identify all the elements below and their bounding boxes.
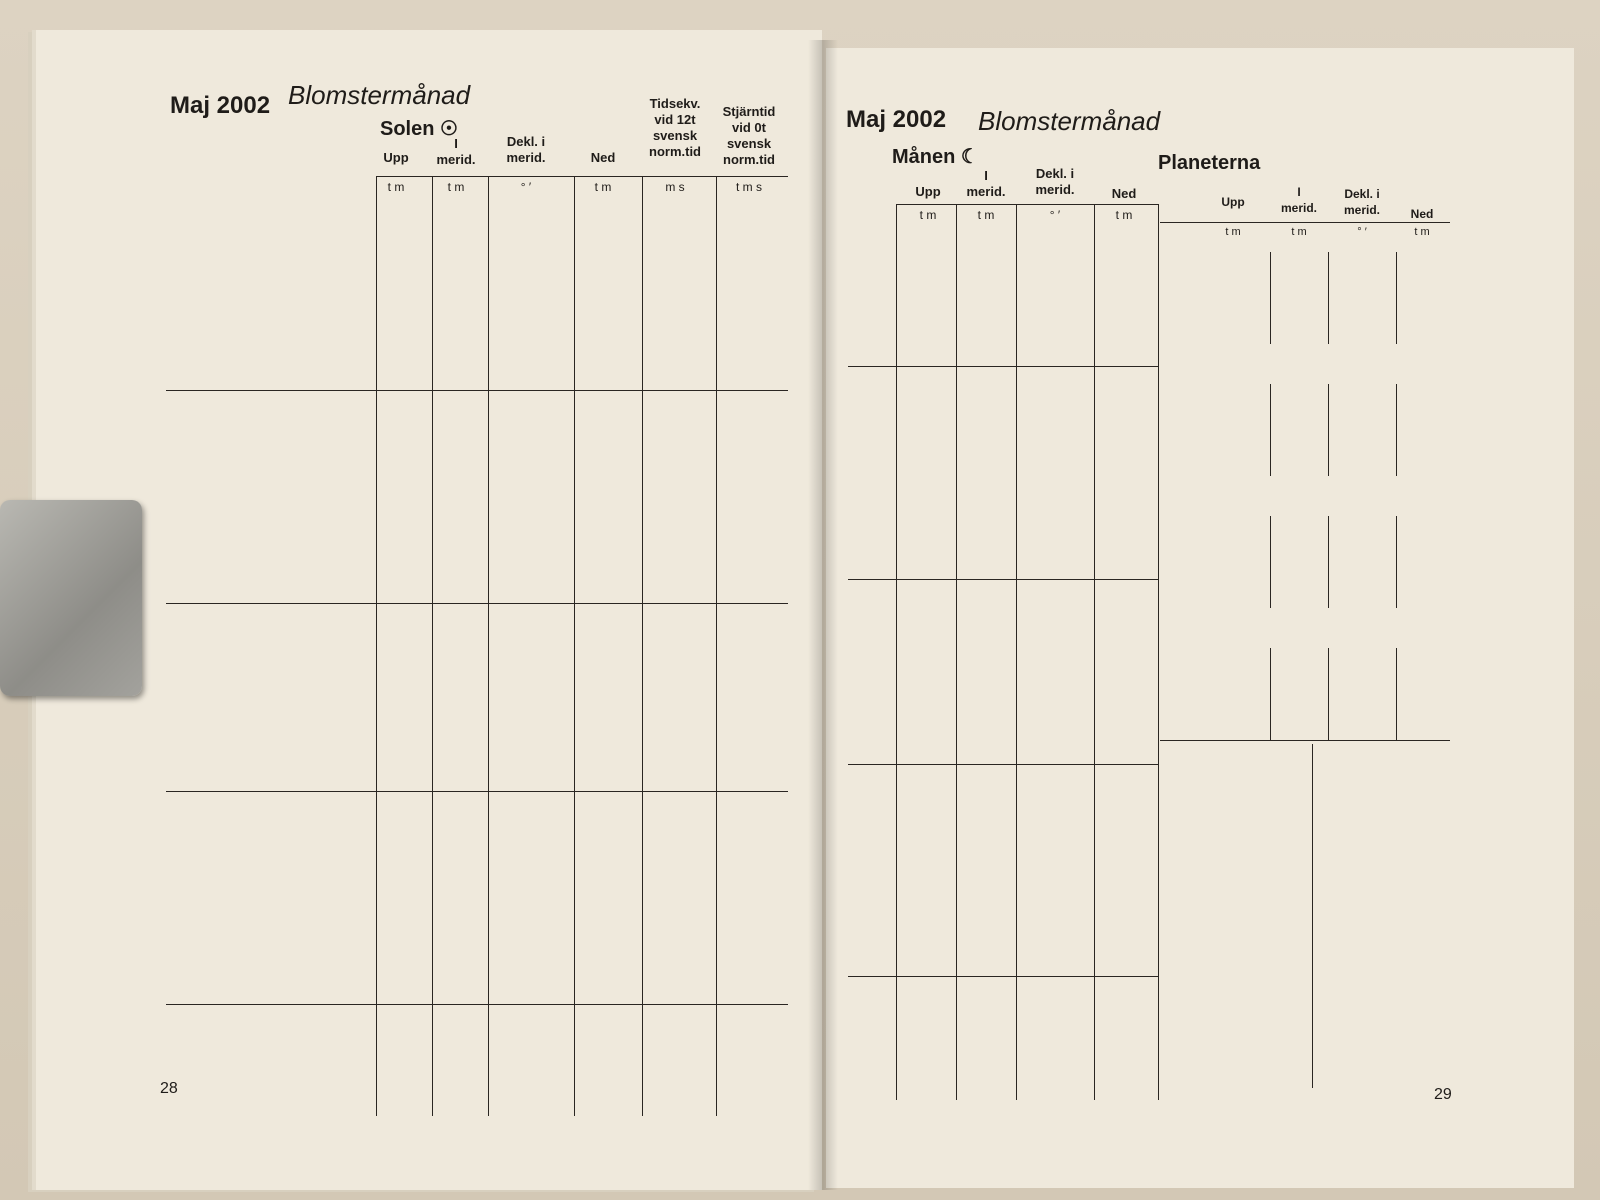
moon-col-unit: t m (919, 208, 937, 222)
sun-col-divider (716, 176, 717, 1116)
sun-col-header: Dekl. i merid. (506, 134, 546, 165)
moon-section-title: Månen ☾ (892, 146, 979, 168)
sun-col-header: Tidsekv. vid 12t svensk norm.tid (649, 96, 701, 159)
sun-col-header: I merid. (436, 136, 476, 167)
moon-week-divider (848, 764, 1158, 765)
moon-col-divider (896, 204, 897, 1100)
moon-col-header: Upp (915, 184, 941, 199)
planet-col-header: I merid. (1280, 185, 1317, 215)
planet-col-header: Upp (1221, 195, 1245, 209)
planet-col-header: Ned (1410, 207, 1434, 221)
planet-header-rule (1160, 222, 1450, 223)
planet-table-bottom-rule (1160, 740, 1450, 741)
planet-col-divider (1396, 384, 1397, 476)
planet-col-divider (1328, 252, 1329, 344)
week-divider (166, 603, 788, 604)
page-number-right: 29 (1434, 1086, 1452, 1103)
sun-col-header: Stjärntid vid 0t svensk norm.tid (722, 104, 776, 167)
moon-header-rule (896, 204, 1158, 205)
sun-col-unit: ° ′ (520, 180, 532, 194)
moon-col-unit: t m (977, 208, 995, 222)
planet-col-divider (1396, 516, 1397, 608)
sun-col-divider (574, 176, 575, 1116)
sun-col-unit: t m s (736, 180, 762, 194)
sun-col-unit: m s (665, 180, 685, 194)
sun-col-divider (432, 176, 433, 1116)
planet-col-divider (1328, 648, 1329, 740)
left-page (36, 30, 822, 1190)
moon-col-header: I merid. (966, 168, 1006, 199)
moon-col-header: Ned (1111, 186, 1137, 201)
sun-col-divider (376, 176, 377, 1116)
week-divider (166, 1004, 788, 1005)
week-divider (166, 791, 788, 792)
planet-col-unit: t m (1414, 226, 1430, 238)
planet-col-divider (1328, 384, 1329, 476)
planet-col-divider (1328, 516, 1329, 608)
planet-col-unit: t m (1291, 226, 1307, 238)
page-number-left: 28 (160, 1080, 178, 1097)
sun-col-unit: t m (594, 180, 612, 194)
metal-weight-clip (0, 500, 142, 696)
page-subtitle-right: Blomstermånad (978, 106, 1161, 136)
page-subtitle-left: Blomstermånad (288, 80, 471, 110)
planets-section-title: Planeterna (1158, 152, 1261, 174)
moon-col-header: Dekl. i merid. (1035, 166, 1075, 197)
sun-col-divider (488, 176, 489, 1116)
planet-col-divider (1270, 516, 1271, 608)
sun-col-unit: t m (387, 180, 405, 194)
planet-col-divider (1270, 648, 1271, 740)
planet-col-header: Dekl. i merid. (1343, 187, 1380, 217)
moon-col-divider (1094, 204, 1095, 1100)
moon-col-divider (1016, 204, 1017, 1100)
moon-col-unit: ° ′ (1049, 208, 1061, 222)
moon-week-divider (848, 976, 1158, 977)
moon-col-unit: t m (1115, 208, 1133, 222)
events-divider (1312, 744, 1313, 1088)
moon-week-divider (848, 579, 1158, 580)
book-gutter (808, 40, 838, 1190)
sun-col-divider (642, 176, 643, 1116)
planet-col-divider (1396, 648, 1397, 740)
page-title-right: Maj 2002 (846, 106, 947, 133)
moon-col-divider (1158, 204, 1159, 1100)
moon-col-divider (956, 204, 957, 1100)
sun-col-header: Ned (590, 150, 616, 165)
planet-col-unit: ° ′ (1357, 226, 1367, 238)
moon-week-divider (848, 366, 1158, 367)
planet-col-divider (1270, 384, 1271, 476)
sun-header-rule (376, 176, 788, 177)
planet-col-divider (1396, 252, 1397, 344)
planet-col-divider (1270, 252, 1271, 344)
week-divider (166, 390, 788, 391)
sun-col-header: Upp (383, 150, 409, 165)
sun-section-title: Solen ☉ (380, 118, 458, 140)
sun-col-unit: t m (447, 180, 465, 194)
planet-col-unit: t m (1225, 226, 1241, 238)
page-title-left: Maj 2002 (170, 92, 271, 119)
